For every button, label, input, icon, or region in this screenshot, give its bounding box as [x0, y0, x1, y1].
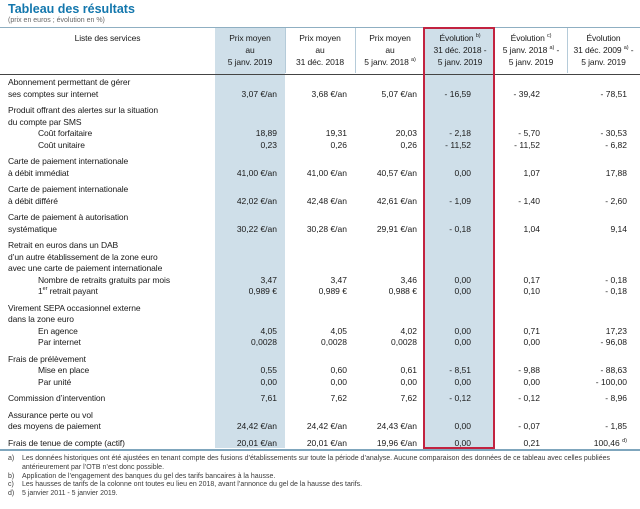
table-row	[0, 263, 640, 275]
table-row	[0, 184, 640, 196]
service-label: Carte de paiement internationale	[8, 184, 129, 194]
footnote-marker: b)	[8, 472, 15, 480]
value-cell: 0,17	[523, 274, 540, 285]
value-cell: 30,22 €/an	[236, 223, 277, 234]
value-cell: 0,00	[523, 337, 540, 347]
value-cell: - 0,18	[605, 274, 627, 285]
units-note: (prix en euros ; évolution en %)	[8, 17, 105, 24]
service-label: à débit immédiat	[8, 167, 69, 178]
value-cell: - 9,88	[518, 365, 540, 375]
value-cell: - 0,12	[449, 393, 471, 403]
service-label: Commission d’intervention	[8, 393, 106, 403]
table-row	[0, 326, 640, 338]
table-row	[0, 286, 640, 298]
value-cell: 7,62	[400, 393, 417, 403]
value-cell: 0,989 €	[248, 286, 277, 296]
value-cell: 24,42 €/an	[236, 421, 277, 431]
value-cell: 17,88	[605, 167, 627, 178]
service-label: Coût unitaire	[38, 139, 85, 150]
value-cell: 0,00	[523, 376, 540, 387]
value-cell: 18,89	[255, 128, 277, 138]
value-cell: 0,61	[400, 365, 417, 375]
value-cell: 100,46 $^{d)}$	[593, 437, 627, 448]
table-row	[0, 224, 640, 236]
value-cell: 4,05	[260, 325, 277, 336]
value-cell: - 100,00	[595, 376, 627, 387]
service-label: 1er retrait payant	[38, 286, 98, 296]
table-row	[0, 168, 640, 180]
value-cell: 41,00 €/an	[306, 167, 347, 178]
service-label: ses comptes sur internet	[8, 88, 99, 99]
footnotes	[0, 455, 640, 499]
service-label: Assurance perte ou vol	[8, 409, 93, 420]
value-cell: 0,55	[260, 365, 277, 375]
value-cell: 42,61 €/an	[376, 195, 417, 206]
value-cell: 20,01 €/an	[236, 437, 277, 448]
table-row	[0, 421, 640, 433]
table-row	[0, 314, 640, 326]
service-label: Virement SEPA occasionnel externe	[8, 302, 141, 313]
value-cell: - 78,51	[600, 88, 627, 99]
table-row	[0, 140, 640, 152]
value-cell: - 1,85	[605, 421, 627, 431]
value-cell: 41,00 €/an	[236, 167, 277, 178]
value-cell: 0,00	[260, 376, 277, 387]
footnote	[8, 490, 634, 499]
value-cell: 5,07 €/an	[381, 88, 417, 99]
value-cell: 0,00	[454, 167, 471, 178]
value-cell: 0,00	[330, 376, 347, 387]
value-cell: - 0,18	[605, 286, 627, 296]
value-cell: 17,23	[605, 325, 627, 336]
service-label: Mise en place	[38, 365, 90, 375]
value-cell: 0,00	[454, 337, 471, 347]
value-cell: 0,23	[260, 139, 277, 150]
header-cell-evolution-31dec2018-5janv2019: Évolution $^{b)}$ 31 déc. 2018 - 5 janv. 2019	[433, 33, 487, 67]
table-row	[0, 212, 640, 224]
footnote-marker: c)	[8, 481, 14, 489]
service-label: En agence	[38, 325, 78, 336]
value-cell: 0,0028	[321, 337, 347, 347]
footnote-marker: a)	[8, 455, 15, 462]
table-row	[0, 77, 640, 89]
footnote-marker: d)	[8, 490, 15, 498]
value-cell: 0,00	[454, 274, 471, 285]
value-cell: 0,00	[454, 421, 471, 431]
table-row	[0, 393, 640, 405]
table-row	[0, 337, 640, 349]
table-row	[0, 377, 640, 389]
value-cell: - 8,51	[449, 365, 471, 375]
value-cell: 0,00	[454, 437, 471, 448]
footnote-text: Les hausses de tarifs de la colonne ont toutes eu lieu en 2018, avant l’annonce du gel de la hausse des tarifs.	[22, 481, 363, 489]
value-cell: - 0,07	[518, 421, 540, 431]
value-cell: - 1,40	[518, 195, 540, 206]
value-cell: - 6,82	[605, 139, 627, 150]
value-cell: 1,04	[523, 223, 540, 234]
table-row	[0, 410, 640, 422]
value-cell: - 16,59	[444, 88, 471, 99]
footnote-text: Application de l’engagement des banques du gel des tarifs bancaires à la hausse.	[22, 472, 276, 480]
value-cell: 3,68 €/an	[311, 88, 347, 99]
value-cell: 30,28 €/an	[306, 223, 347, 234]
table-row	[0, 240, 640, 252]
service-label: Frais de tenue de compte (actif)	[8, 437, 125, 448]
service-label: Par unité	[38, 376, 72, 387]
value-cell: 20,03	[395, 128, 417, 138]
value-cell: 4,02	[400, 325, 417, 336]
header-cell-evolution-5janv2018-5janv2019: Évolution $^{c)}$ 5 janv. 2018 $^{a)}$ - 5 janv. 2019	[502, 33, 560, 67]
value-cell: 42,02 €/an	[236, 195, 277, 206]
footnote	[8, 481, 634, 490]
value-cell: 0,0028	[251, 337, 277, 347]
header-cell-prix-5janv2019: Prix moyen au 5 janv. 2019	[227, 33, 273, 67]
table-row	[0, 354, 640, 366]
value-cell: 4,05	[330, 325, 347, 336]
header-separator	[285, 28, 286, 73]
service-label: Frais de prélèvement	[8, 353, 86, 364]
value-cell: 7,61	[260, 393, 277, 403]
value-cell: - 2,18	[449, 128, 471, 138]
table-row	[0, 196, 640, 208]
value-cell: - 39,42	[513, 88, 540, 99]
value-cell: - 88,63	[600, 365, 627, 375]
service-label: Produit offrant des alertes sur la situation	[8, 105, 158, 115]
value-cell: 0,00	[454, 325, 471, 336]
value-cell: 0,21	[523, 437, 540, 448]
page-title: Tableau des résultats	[8, 2, 135, 16]
value-cell: - 96,08	[600, 337, 627, 347]
service-label: avec une carte de paiement internationale	[8, 263, 163, 273]
value-cell: 0,989 €	[318, 286, 347, 296]
table-header-row	[0, 28, 640, 74]
value-cell: 0,0028	[391, 337, 417, 347]
value-cell: - 5,70	[518, 128, 540, 138]
table-row	[0, 128, 640, 140]
header-separator	[567, 28, 568, 73]
service-label: Coût forfaitaire	[38, 128, 93, 138]
service-label: systématique	[8, 223, 57, 234]
service-label: Abonnement permettant de gérer	[8, 77, 131, 87]
footnote	[8, 473, 634, 482]
value-cell: - 11,52	[514, 139, 540, 150]
value-cell: - 11,52	[445, 139, 471, 150]
value-cell: 0,00	[454, 286, 471, 296]
value-cell: 3,47	[330, 274, 347, 285]
header-cell-prix-5janv2018: Prix moyen au 5 janv. 2018 $^{a)}$	[364, 33, 416, 67]
value-cell: 19,31	[325, 128, 347, 138]
value-cell: 3,07 €/an	[241, 88, 277, 99]
footnote-text: Les données historiques ont été ajustées en tenant compte des fusions d’établissements sur toute la période d’analyse. Aucune comparaison des données de ce tableau avec celles publiées antérieurement par l’OTB n’est donc possible.	[22, 455, 610, 471]
value-cell: 42,48 €/an	[306, 195, 347, 206]
value-cell: 7,62	[330, 393, 347, 403]
footnote	[8, 455, 634, 473]
header-cell-prix-31dec2018: Prix moyen au 31 déc. 2018	[296, 33, 344, 67]
value-cell: 19,96 €/an	[376, 437, 417, 448]
value-cell: 24,43 €/an	[376, 421, 417, 431]
table-row	[0, 438, 640, 450]
table-row	[0, 156, 640, 168]
table-bottom-rule	[0, 449, 640, 451]
value-cell: 20,01 €/an	[306, 437, 347, 448]
value-cell: - 1,09	[449, 195, 471, 206]
value-cell: 0,00	[400, 376, 417, 387]
service-label: Carte de paiement à autorisation	[8, 212, 129, 222]
value-cell: 3,47	[260, 274, 277, 285]
value-cell: 0,10	[523, 286, 540, 296]
service-label: du compte par SMS	[8, 116, 82, 127]
value-cell: 1,07	[523, 167, 540, 178]
service-label: des moyens de paiement	[8, 421, 101, 431]
table-row	[0, 117, 640, 129]
header-separator	[355, 28, 356, 73]
value-cell: - 8,96	[605, 393, 627, 403]
value-cell: 29,91 €/an	[376, 223, 417, 234]
value-cell: 3,46	[400, 274, 417, 285]
service-label: Retrait en euros dans un DAB	[8, 240, 119, 250]
value-cell: 0,26	[400, 139, 417, 150]
table-row	[0, 275, 640, 287]
service-label: dans la zone euro	[8, 314, 74, 324]
header-cell-services: Liste des services	[74, 33, 141, 43]
table-row	[0, 365, 640, 377]
value-cell: 0,988 €	[388, 286, 417, 296]
value-cell: 0,00	[454, 376, 471, 387]
service-label: d’un autre établissement de la zone euro	[8, 251, 158, 262]
value-cell: 0,26	[330, 139, 347, 150]
service-label: Par internet	[38, 337, 81, 347]
value-cell: 0,71	[523, 325, 540, 336]
value-cell: 0,60	[330, 365, 347, 375]
table-row	[0, 105, 640, 117]
service-label: à débit différé	[8, 195, 58, 206]
value-cell: 24,42 €/an	[306, 421, 347, 431]
value-cell: 40,57 €/an	[376, 167, 417, 178]
table-row	[0, 89, 640, 101]
footnote-text: 5 janvier 2011 - 5 janvier 2019.	[22, 490, 118, 498]
service-label: Carte de paiement internationale	[8, 156, 129, 166]
value-cell: - 30,53	[600, 128, 627, 138]
value-cell: 9,14	[610, 223, 627, 234]
header-cell-evolution-31dec2009-5janv2019: Évolution 31 déc. 2009 $^{a)}$ - 5 janv. 2019	[573, 33, 634, 67]
table-body	[0, 75, 640, 449]
results-table	[0, 27, 640, 499]
table-row	[0, 252, 640, 264]
value-cell: - 0,18	[449, 223, 471, 234]
value-cell: - 2,60	[605, 195, 627, 206]
value-cell: - 0,12	[518, 393, 540, 403]
table-row	[0, 303, 640, 315]
service-label: Nombre de retraits gratuits par mois	[38, 274, 170, 285]
